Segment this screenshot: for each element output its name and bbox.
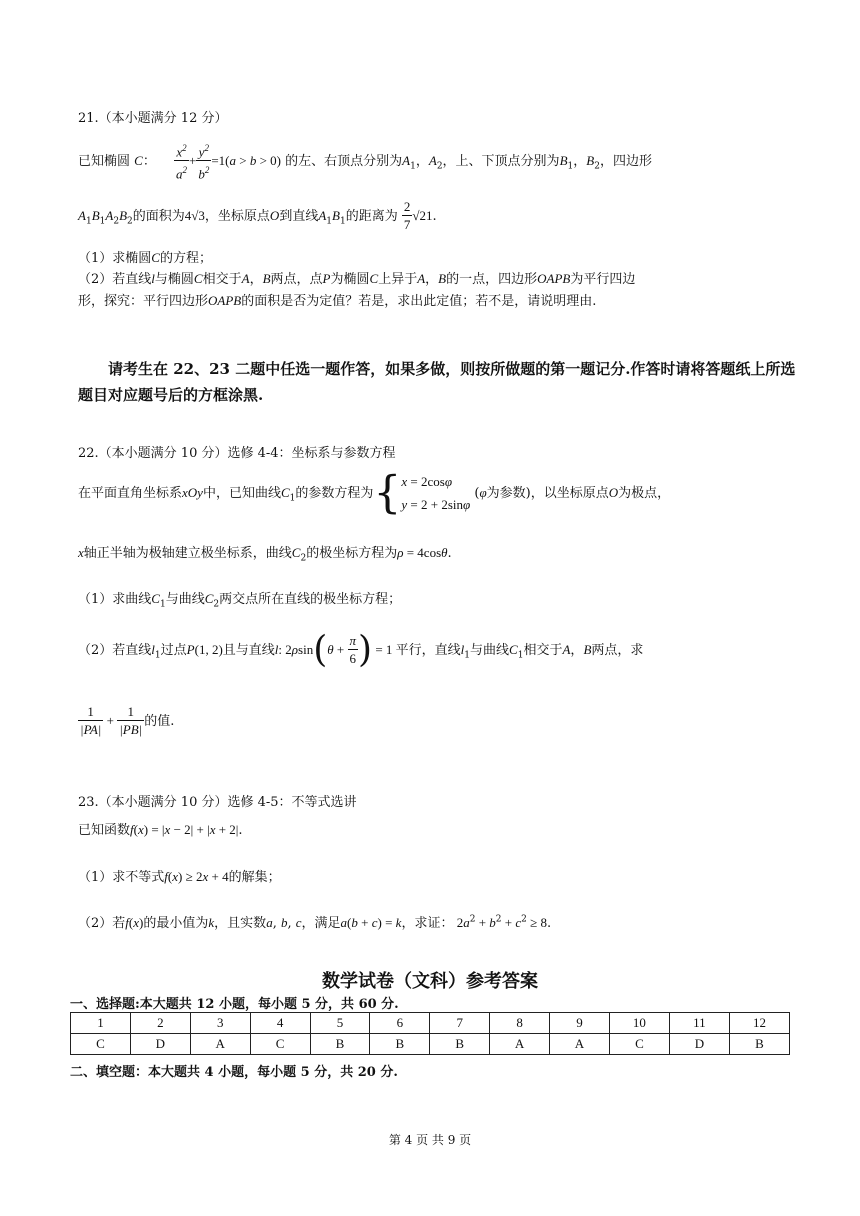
q22-part2: （2）若直线$l_1$过点P(1, 2)且与直线l: 2ρsin(θ + $\frac{\pi}{6}$ ) = 1 平行，直线$l_1$与曲线$C_1$相交于A，B两点，求 — [78, 629, 644, 671]
answer-table — [70, 1012, 790, 1055]
q22-part1: （1）求曲线$C_1$与曲线$C_2$两交点所在直线的极坐标方程； — [78, 591, 402, 610]
table-cell: A — [190, 1034, 250, 1055]
table-cell: 1 — [71, 1013, 131, 1034]
selection-notice: 请考生在 22、23 二题中任选一题作答，如果多做，则按所做题的第一题记分.作答时请将答题纸上所选题目对应题号后的方框涂黑. — [78, 360, 796, 404]
table-cell: 8 — [490, 1013, 550, 1034]
q21-header: 21.（本小题满分 12 分） — [78, 111, 228, 126]
answer-table-numbers — [71, 1013, 790, 1034]
answer-section-fill: 二、填空题：本大题共 4 小题，每小题 5 分，共 20 分. — [70, 1065, 398, 1080]
table-cell: 11 — [669, 1013, 729, 1034]
q21-part2: （2）若直线l与椭圆C相交于A，B两点，点P为椭圆C上异于A，B的一点，四边形OAPB为平行四边 — [78, 271, 636, 287]
table-cell: 4 — [250, 1013, 310, 1034]
table-cell: 3 — [190, 1013, 250, 1034]
table-cell: B — [729, 1034, 789, 1055]
table-cell: C — [250, 1034, 310, 1055]
q21-stem-line1: 已知椭圆 C： $\frac{x^2}{a^2}$ + $\frac{y^2}{b^2}$ =1(a > b > 0) 的左、右顶点分别为$A_1$，$A_2$，上、下顶点分别为$B_1$，$B_2$，四边形 — [78, 142, 652, 182]
q23-header: 23.（本小题满分 10 分）选修 4-5：不等式选讲 — [78, 795, 357, 810]
table-cell: A — [490, 1034, 550, 1055]
table-cell: 2 — [130, 1013, 190, 1034]
q23-part2: （2）若f(x)的最小值为k，且实数a, b, c，满足a(b + c) = k，求证： $2a^2 + b^2 + c^2 \ge 8$. — [78, 914, 552, 931]
table-cell: D — [130, 1034, 190, 1055]
table-cell: B — [310, 1034, 370, 1055]
table-cell: 9 — [550, 1013, 610, 1034]
q23-part1: （1）求不等式f(x) ≥ 2x + 4的解集； — [78, 869, 281, 885]
answer-section-choice: 一、选择题:本大题共 12 小题，每小题 5 分，共 60 分. — [70, 997, 399, 1012]
table-cell: 6 — [370, 1013, 430, 1034]
q21-part2-cont: 形，探究：平行四边形OAPB的面积是否为定值？若是，求出此定值；若不是，请说明理由. — [78, 293, 597, 309]
q21-part1: （1）求椭圆C的方程； — [78, 250, 212, 266]
table-cell: A — [550, 1034, 610, 1055]
q22-line1: 在平面直角坐标系xOy中，已知曲线$C_1$的参数方程为{ x = 2cosφ y = 2 + 2sinφ (φ为参数)，以坐标原点O为极点， — [78, 467, 671, 519]
table-cell: D — [669, 1034, 729, 1055]
answer-table-choices — [71, 1034, 790, 1055]
table-cell: B — [370, 1034, 430, 1055]
table-cell: C — [71, 1034, 131, 1055]
q22-part2-expr: $\frac{1}{|PA|}$ + $\frac{1}{|PB|}$ 的值. — [80, 704, 175, 737]
q22-line2: x轴正半轴为极轴建立极坐标系，曲线$C_2$的极坐标方程为ρ = 4cosθ. — [78, 545, 452, 564]
table-cell: 7 — [430, 1013, 490, 1034]
table-cell: C — [609, 1034, 669, 1055]
page-footer: 第 4 页 共 9 页 — [388, 1133, 472, 1147]
q23-line1: 已知函数f(x) = |x − 2| + |x + 2|. — [78, 822, 243, 838]
q22-header: 22.（本小题满分 10 分）选修 4-4：坐标系与参数方程 — [78, 446, 396, 461]
answer-title: 数学试卷（文科）参考答案 — [322, 971, 538, 992]
q21-stem-line2: $A_1B_1A_2B_2$的面积为4√3，坐标原点O到直线$A_1B_1$的距离为 $\frac{2}{7}$ √21. — [78, 199, 437, 232]
table-cell: 12 — [729, 1013, 789, 1034]
table-cell: 5 — [310, 1013, 370, 1034]
table-cell: B — [430, 1034, 490, 1055]
table-cell: 10 — [609, 1013, 669, 1034]
